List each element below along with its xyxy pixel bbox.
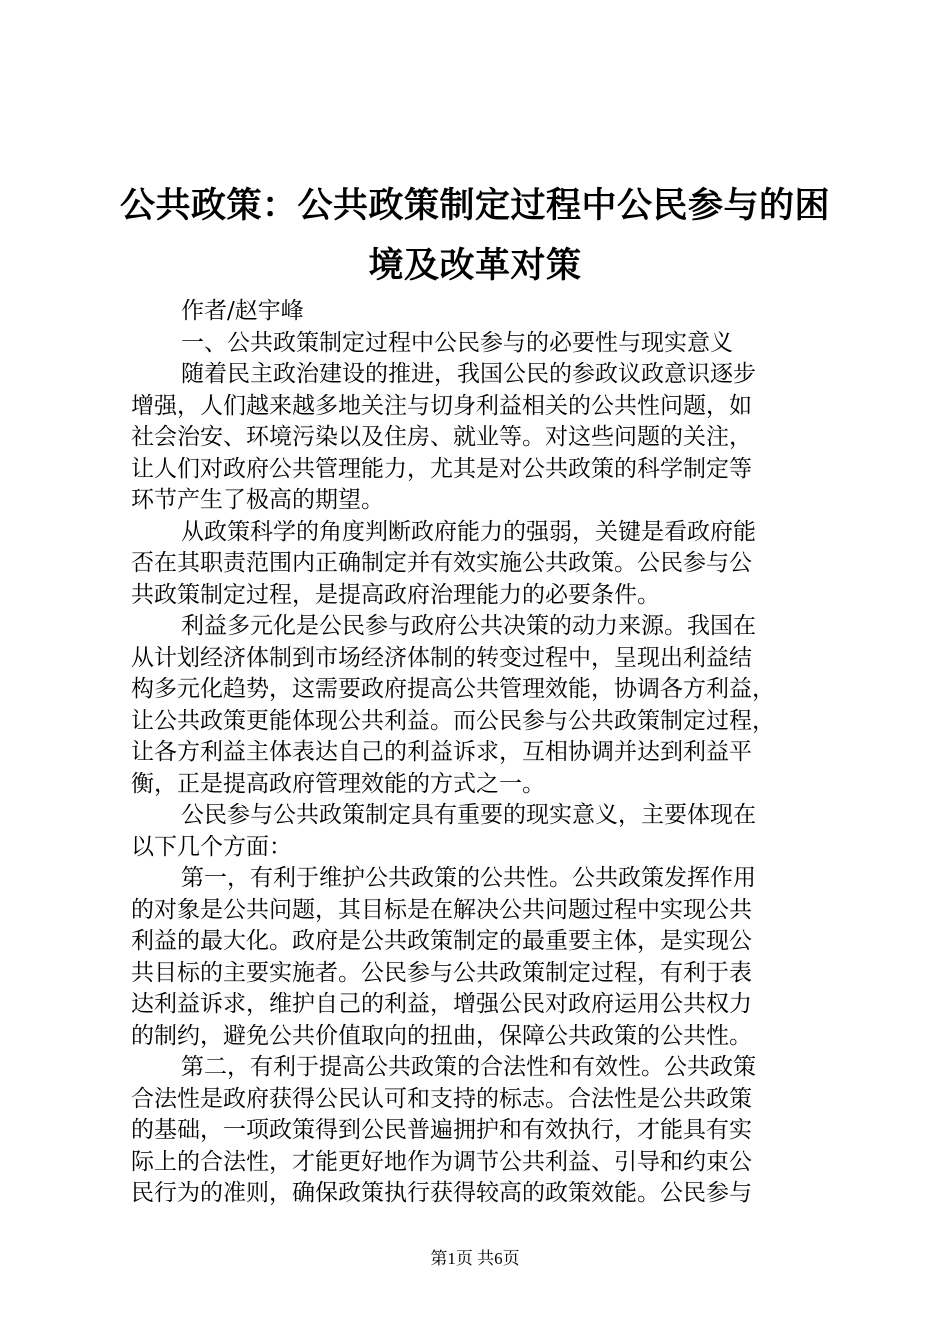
paragraph-line: 利益多元化是公民参与政府公共决策的动力来源。我国在 — [181, 613, 756, 639]
paragraph-line: 否在其职责范围内正确制定并有效实施公共政策。公民参与公 — [131, 550, 752, 576]
paragraph-1 — [131, 359, 837, 517]
document-title — [110, 176, 840, 296]
paragraph-line: 第一，有利于维护公共政策的公共性。公共政策发挥作用 — [181, 865, 756, 891]
paragraph-line: 让人们对政府公共管理能力，尤其是对公共政策的科学制定等 — [131, 455, 752, 482]
paragraph-line: 构多元化趋势，这需要政府提高公共管理效能，协调各方利益， — [131, 676, 775, 702]
paragraph-line: 以下几个方面： — [131, 833, 292, 860]
paragraph-line: 达利益诉求，维护自己的利益，增强公民对政府运用公共权力 — [131, 991, 752, 1017]
paragraph-line: 从计划经济体制到市场经济体制的转变过程中，呈现出利益结 — [131, 644, 752, 671]
page-footer: 第1页 共6页 — [430, 1249, 520, 1268]
paragraph-3 — [131, 611, 837, 800]
paragraph-line: 增强，人们越来越多地关注与切身利益相关的公共性问题，如 — [131, 392, 752, 419]
paragraph-5 — [131, 863, 837, 1052]
paragraph-line: 际上的合法性，才能更好地作为调节公共利益、引导和约束公 — [131, 1148, 752, 1175]
author-line: 作者/赵宇峰 — [181, 298, 304, 324]
paragraph-line: 合法性是政府获得公民认可和支持的标志。合法性是公共政策 — [131, 1085, 752, 1112]
paragraph-line: 共政策制定过程，是提高政府治理能力的必要条件。 — [131, 581, 660, 608]
paragraph-line: 让各方利益主体表达自己的利益诉求，互相协调并达到利益平 — [131, 739, 752, 765]
title-line-1: 公共政策：公共政策制定过程中公民参与的困 — [119, 186, 830, 226]
title-line-2: 境及改革对策 — [368, 246, 582, 286]
paragraph-line: 社会治安、环境污染以及住房、就业等。对这些问题的关注， — [131, 424, 752, 450]
paragraph-6 — [131, 1052, 837, 1210]
paragraph-line: 的基础，一项政策得到公民普遍拥护和有效执行，才能具有实 — [131, 1117, 752, 1143]
paragraph-line: 公民参与公共政策制定具有重要的现实意义，主要体现在 — [181, 802, 756, 828]
document-body — [131, 296, 837, 1210]
paragraph-line: 让公共政策更能体现公共利益。而公民参与公共政策制定过程， — [131, 707, 775, 734]
paragraph-line: 第二，有利于提高公共政策的合法性和有效性。公共政策 — [181, 1054, 756, 1080]
paragraph-line: 的对象是公共问题，其目标是在解决公共问题过程中实现公共 — [131, 896, 752, 923]
paragraph-line: 从政策科学的角度判断政府能力的强弱，关键是看政府能 — [181, 518, 756, 545]
paragraph-line: 衡，正是提高政府管理效能的方式之一。 — [131, 770, 545, 797]
paragraph-line: 环节产生了极高的期望。 — [131, 487, 384, 513]
paragraph-line: 民行为的准则，确保政策执行获得较高的政策效能。公民参与 — [131, 1180, 752, 1206]
paragraph-line: 随着民主政治建设的推进，我国公民的参政议政意识逐步 — [181, 361, 756, 387]
paragraph-line: 利益的最大化。政府是公共政策制定的最重要主体，是实现公 — [131, 928, 752, 954]
paragraph-line: 的制约，避免公共价值取向的扭曲，保障公共政策的公共性。 — [131, 1022, 752, 1049]
paragraph-line: 共目标的主要实施者。公民参与公共政策制定过程，有利于表 — [131, 959, 752, 986]
section-heading: 一、公共政策制定过程中公民参与的必要性与现实意义 — [181, 329, 733, 356]
paragraph-4 — [131, 800, 837, 863]
paragraph-2 — [131, 517, 837, 612]
